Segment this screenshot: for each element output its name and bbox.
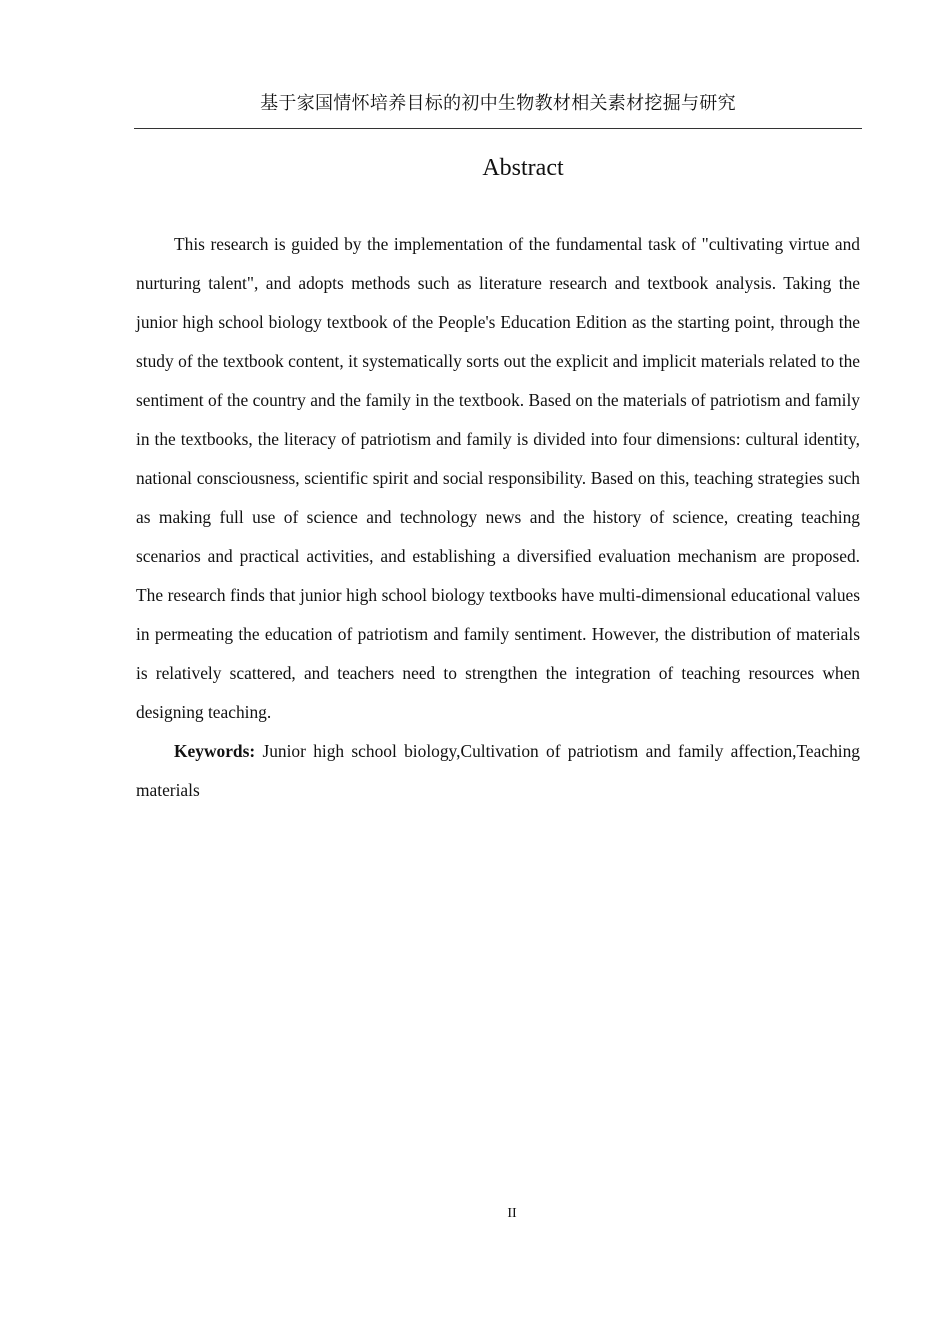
abstract-paragraph: This research is guided by the implementation of the fundamental task of "cultivating virtue and nurturing talent", and adopts methods such as literature research and textbook analysis. Taking the junior high school biology textbook of the People's Education Edition as the starting point, through the study of the textbook content, it systematically sorts out the explicit and implicit materials related to the sentiment of the country and the family in the textbook. Based on the materials of patriotism and family in the textbooks, the literacy of patriotism and family is divided into four dimensions: cultural identity, national consciousness, scientific spirit and social responsibility. Based on this, teaching strategies such as making full use of science and technology news and the history of science, creating teaching scenarios and practical activities, and establishing a diversified evaluation mechanism are proposed. The research finds that junior high school biology textbooks have multi-dimensional educational values in permeating the education of patriotism and family sentiment. However, the distribution of materials is relatively scattered, and teachers need to strengthen the integration of teaching resources when designing teaching. (136, 234, 860, 722)
page-number: II (507, 1206, 517, 1221)
header-divider (134, 128, 862, 129)
keywords-label: Keywords: (174, 741, 256, 761)
keywords-line (136, 732, 860, 810)
abstract-section (136, 225, 860, 810)
keywords-text: Junior high school biology,Cultivation of patriotism and family affection,Teaching materials (136, 741, 860, 800)
abstract-title: Abstract (482, 155, 564, 181)
running-header: 基于家国情怀培养目标的初中生物教材相关素材挖掘与研究 (260, 93, 736, 114)
